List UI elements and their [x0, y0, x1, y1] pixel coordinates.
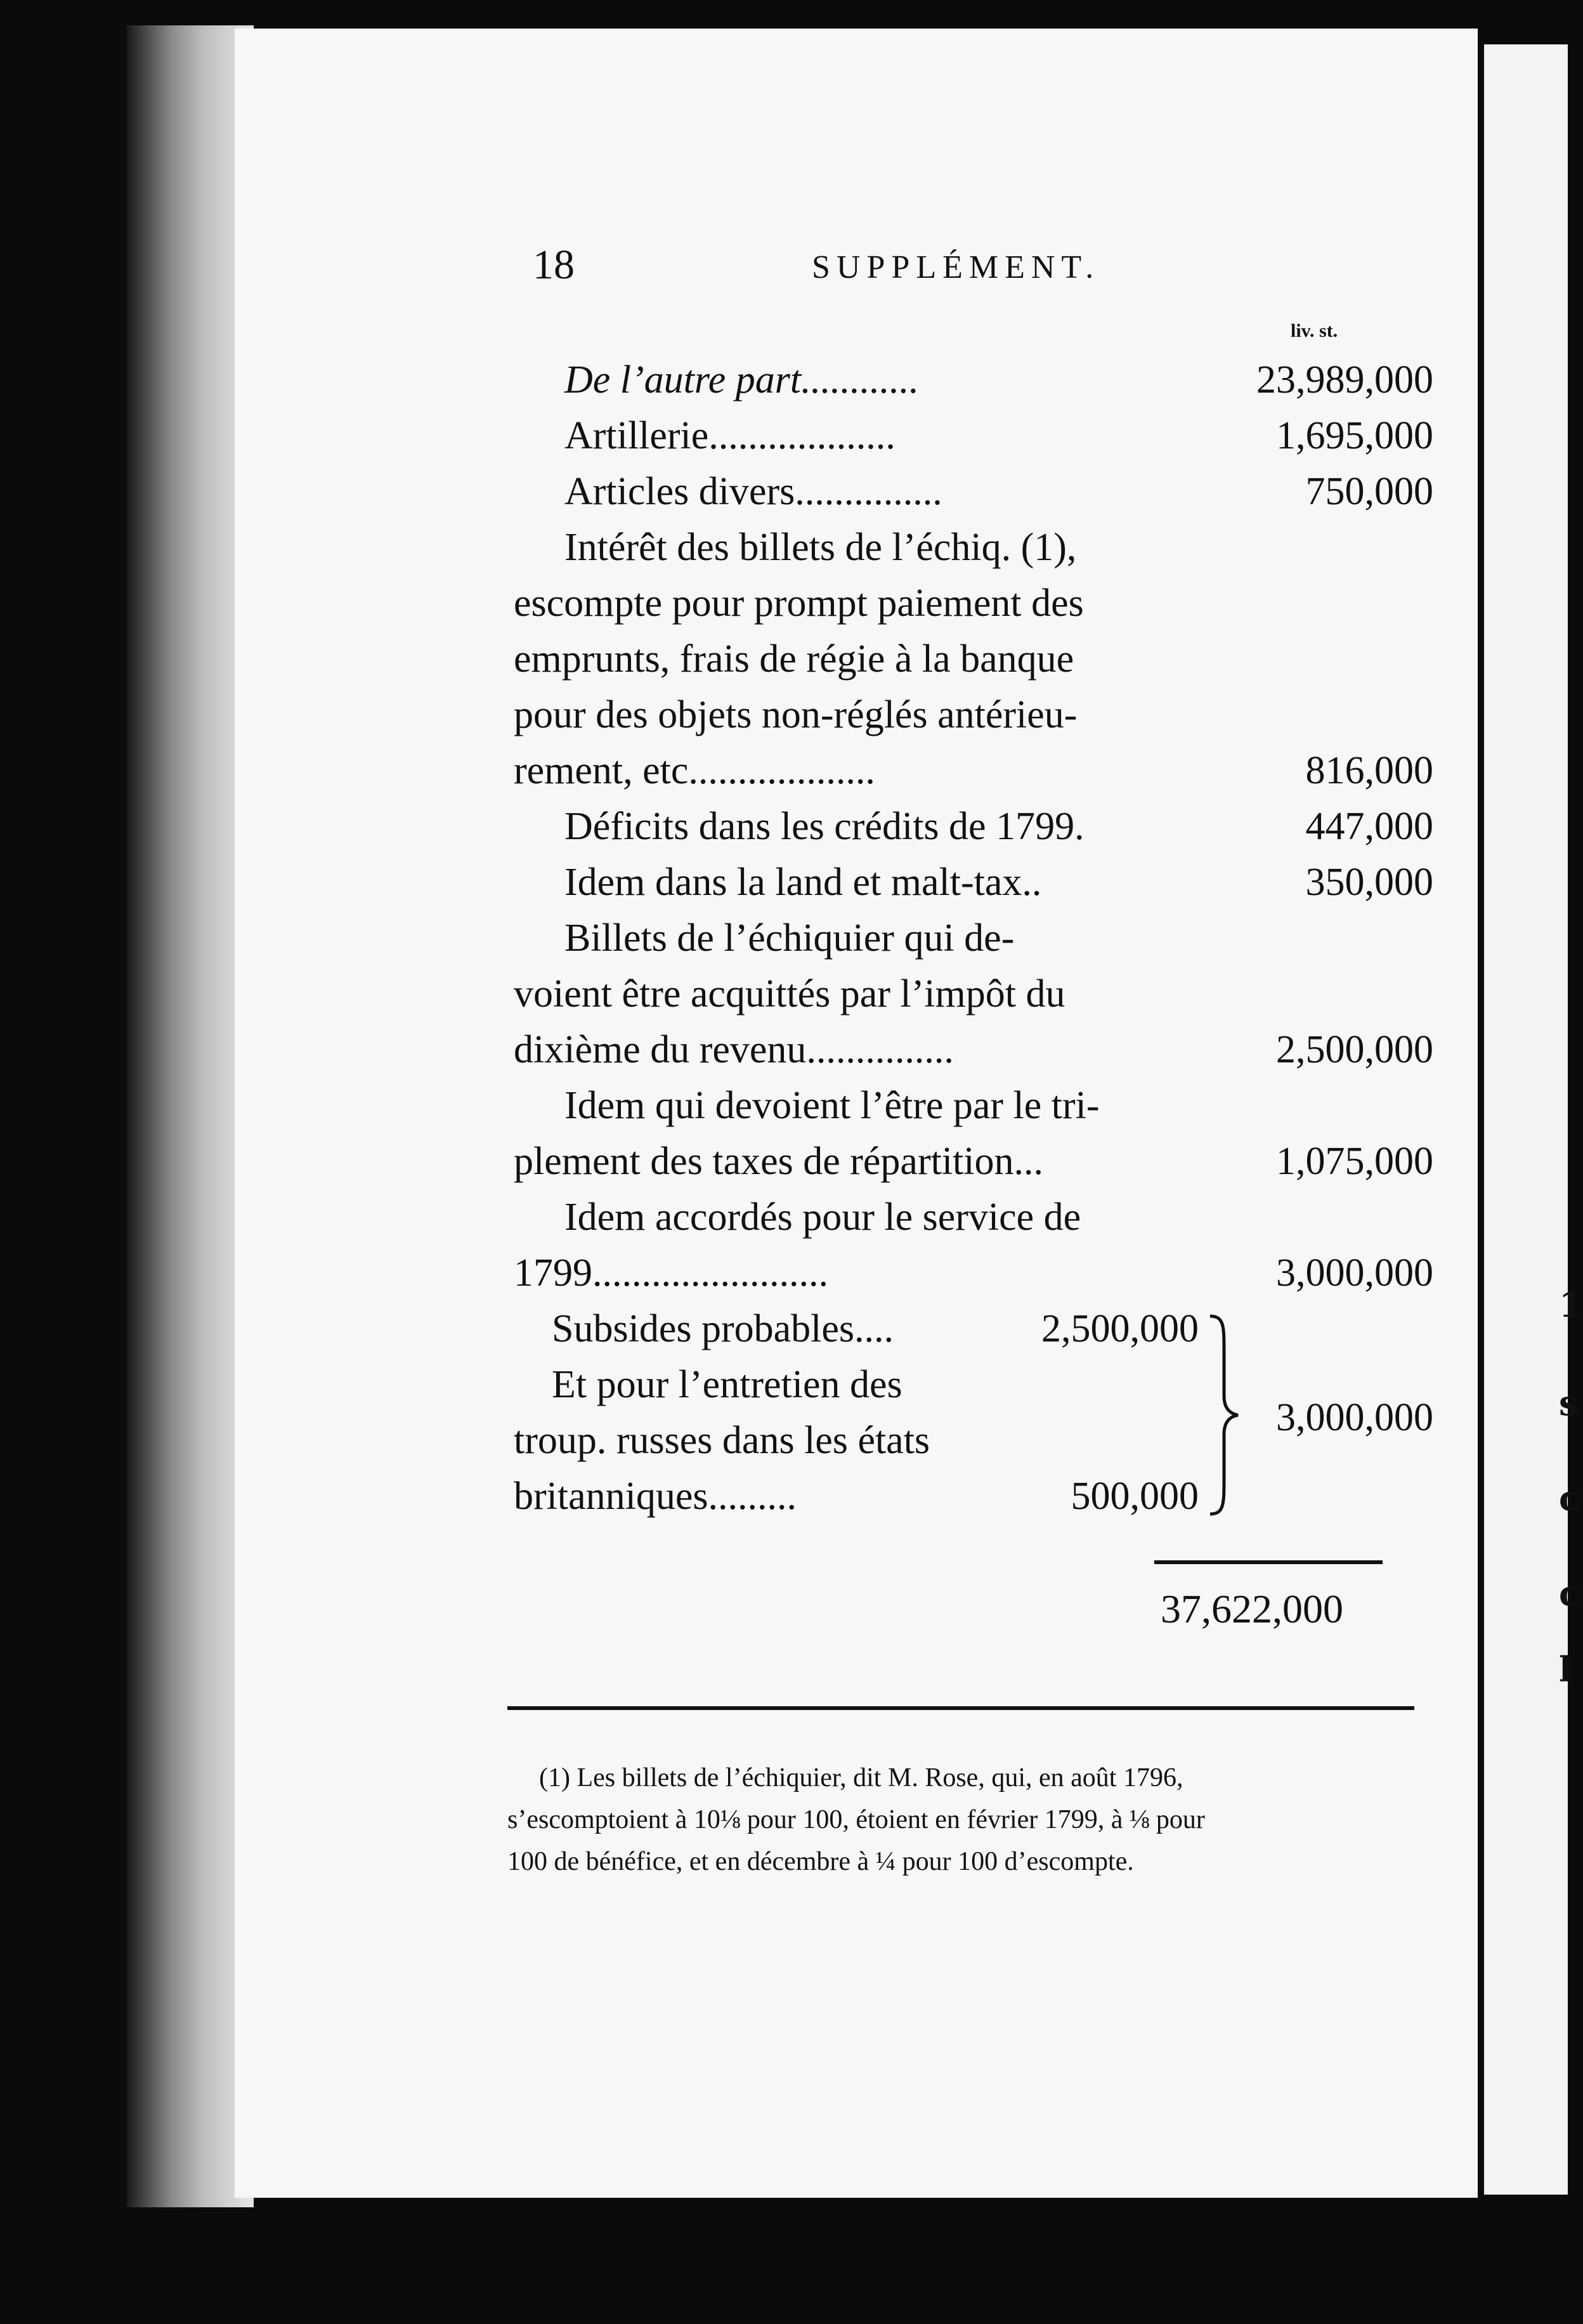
entry-line: Idem qui devoient l’être par le tri- — [564, 1084, 1100, 1127]
entry-service-1799 — [514, 1189, 1433, 1301]
entry-line: escompte pour prompt paiement des — [514, 582, 1084, 625]
facing-page-edge — [1484, 44, 1583, 2195]
entry-billets-dixieme — [514, 910, 1433, 1078]
subsidies-amount: 2,500,000 — [1041, 1307, 1199, 1350]
entry-line: voient être acquittés par l’impôt du — [514, 972, 1065, 1015]
facing-page-fragment: 1 — [1559, 1284, 1583, 1325]
bracket-total-amount: 3,000,000 — [1276, 1396, 1433, 1439]
entry-label: Articles divers............... — [564, 470, 942, 513]
total-rule — [1154, 1560, 1383, 1564]
running-head: SUPPLÉMENT. — [812, 249, 1100, 285]
entry-deficits — [514, 799, 1433, 854]
footnote — [507, 1757, 1414, 1883]
unit-note: liv. st. — [1291, 320, 1338, 341]
entry-interet-billets — [514, 519, 1433, 799]
entry-amount: 1,075,000 — [1276, 1140, 1433, 1183]
footnote-line: 100 de bénéfice, et en décembre à ¼ pour 100 d’escompte. — [507, 1847, 1134, 1876]
entry-line: dixième du revenu............... — [514, 1028, 954, 1071]
entry-line: Intérêt des billets de l’échiq. (1), — [564, 526, 1077, 569]
subsidies-bracket-group — [514, 1301, 1433, 1524]
troops-line: britanniques......... — [514, 1475, 797, 1518]
entry-artillerie — [514, 408, 1433, 464]
entry-land-malt-tax — [514, 854, 1433, 910]
entry-line: plement des taxes de répartition... — [514, 1140, 1044, 1183]
entry-line: Billets de l’échiquier qui de- — [564, 917, 1015, 960]
grand-total: 37,622,000 — [1161, 1586, 1343, 1631]
page-header — [533, 241, 1338, 298]
entry-articles-divers — [514, 464, 1433, 519]
troops-amount: 500,000 — [1071, 1475, 1199, 1518]
entry-triplement — [514, 1078, 1433, 1189]
subsidies-line: Subsides probables.... — [552, 1307, 894, 1350]
entry-amount: 816,000 — [1305, 749, 1433, 792]
entry-amount: 350,000 — [1305, 861, 1433, 904]
entry-label: Déficits dans les crédits de 1799. — [564, 805, 1085, 848]
page-number: 18 — [533, 242, 575, 288]
entry-report — [514, 352, 1433, 408]
entry-amount: 1,695,000 — [1276, 414, 1433, 457]
entry-line: emprunts, frais de régie à la banque — [514, 637, 1074, 681]
entry-amount: 2,500,000 — [1276, 1028, 1433, 1071]
entry-amount: 447,000 — [1305, 805, 1433, 848]
troops-line: Et pour l’entretien des — [552, 1363, 902, 1406]
entry-line: Idem accordés pour le service de — [564, 1196, 1081, 1239]
entry-line: 1799........................ — [514, 1251, 828, 1295]
facing-page-fragment: c — [1559, 1573, 1580, 1614]
entry-label: De l’autre part............ — [564, 358, 920, 401]
entry-amount: 750,000 — [1305, 470, 1433, 513]
entry-amount: 3,000,000 — [1276, 1251, 1433, 1295]
facing-page-fragment: c — [1559, 1478, 1580, 1518]
entry-label: Artillerie................... — [564, 414, 896, 457]
entry-line: pour des objets non-réglés antérieu- — [514, 693, 1078, 736]
curly-brace — [1205, 1314, 1243, 1517]
footnote-rule — [507, 1706, 1414, 1710]
entry-line: rement, etc................... — [514, 749, 875, 792]
facing-page-fragment: l — [1559, 1649, 1572, 1690]
entry-amount: 23,989,000 — [1256, 358, 1433, 401]
entry-label: Idem dans la land et malt-tax.. — [564, 861, 1042, 904]
troops-line: troup. russes dans les états — [514, 1419, 930, 1462]
facing-page-fragment: s — [1559, 1383, 1579, 1423]
budget-entries — [514, 352, 1433, 1524]
footnote-line: (1) Les billets de l’échiquier, dit M. Rose, qui, en août 1796, — [539, 1763, 1183, 1792]
footnote-line: s’escomptoient à 10⅛ pour 100, étoient en février 1799, à ⅛ pour — [507, 1805, 1205, 1834]
